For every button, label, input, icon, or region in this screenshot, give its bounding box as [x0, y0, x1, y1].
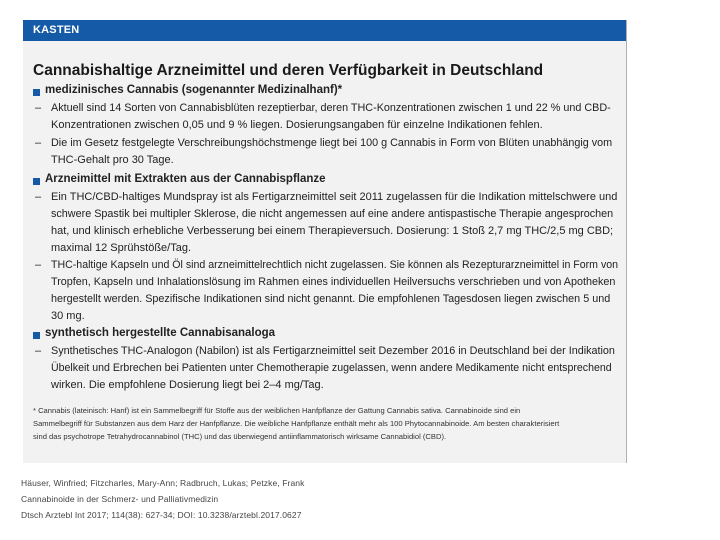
footnote-line: Sammelbegriff für Substanzen aus dem Harz der Hanfpflanze. Die weibliche Hanfpflanze enthält mehr als 100 Phytocannabinoide. Am besten charakterisiert — [33, 419, 560, 428]
box-header-label: KASTEN — [33, 24, 80, 36]
footnote-line: sind das psychotrope Tetrahydrocannabinol (THC) und das überwiegend antiinflammatorisch wirksame Cannabidiol (CBD). — [33, 432, 447, 441]
box-header-band — [23, 20, 626, 41]
text-line: hergestellt werden. Spezifische Indikationen sind nicht genannt. Die empfohlenen Tagesdosen liegen zwischen 5 und — [51, 293, 611, 305]
text-line: wirken. Die empfohlene Dosierung liegt bei 2–4 mg/Tag. — [51, 379, 324, 391]
text-line: 30 mg. — [51, 310, 85, 322]
text-line: hat, und klinisch erhebliche Verbesserung bei einem Therapieversuch. Dosierung: 1 Stoß 2,7 mg THC/2,5 mg CBD; — [51, 225, 614, 237]
info-box — [23, 20, 627, 463]
text-line: Übelkeit und Erbrechen bei Patienten unter Chemotherapie zugelassen, wenn andere Medikamente nicht entsprechend — [51, 362, 612, 374]
text-line: maximal 12 Sprühstöße/Tag. — [51, 242, 192, 254]
text-line: Ein THC/CBD-haltiges Mundspray ist als Fertigarzneimittel seit 2011 zugelassen für die Indikation mittelschwere und — [51, 191, 618, 203]
box-title: Cannabishaltige Arzneimittel und deren Verfügbarkeit in Deutschland — [33, 62, 544, 79]
text-line: Die im Gesetz festgelegte Verschreibungshöchstmenge liegt bei 100 g Cannabis in Form von Blüten unabhängig vom — [51, 137, 613, 149]
text-line: Synthetisches THC-Analogon (Nabilon) ist als Fertigarzneimittel seit Dezember 2016 in Deutschland bei der Indikation — [51, 345, 615, 357]
citation-title: Cannabinoide in der Schmerz- und Palliativmedizin — [21, 494, 219, 504]
footnote-line: * Cannabis (lateinisch: Hanf) ist ein Sammelbegriff für Stoffe aus der weiblichen Hanfpflanze der Gattung Cannabis sativa. Cannabinoide sind ein — [33, 406, 521, 415]
dash-icon: – — [35, 259, 42, 271]
dash-icon: – — [35, 137, 42, 149]
text-line: Konzentrationen zwischen 0,05 und 9 % liegen. Dosierungsangaben für einzelne Indikationen fehlen. — [51, 119, 543, 131]
citation-reference: Dtsch Arztebl Int 2017; 114(38): 627-34; DOI: 10.3238/arztebl.2017.0627 — [21, 510, 302, 520]
text-line: Aktuell sind 14 Sorten von Cannabisblüten rezeptierbar, deren THC-Konzentrationen zwischen 1 und 22 % und CBD- — [51, 102, 611, 114]
bullet-square-icon — [33, 89, 40, 96]
section-heading: synthetisch hergestellte Cannabisanaloga — [45, 327, 276, 339]
text-line: THC-haltige Kapseln und Öl sind arzneimittelrechtlich nicht zugelassen. Sie können als Rezepturarzneimittel in Form von — [51, 259, 619, 271]
section-heading: Arzneimittel mit Extrakten aus der Cannabispflanze — [45, 173, 326, 185]
bullet-square-icon — [33, 178, 40, 185]
section-heading: medizinisches Cannabis (sogenannter Medizinalhanf)* — [45, 84, 343, 96]
dash-icon: – — [35, 102, 42, 114]
text-line: Tropfen, Kapseln und Inhalationslösung im Rahmen eines individuellen Heilversuchs verschrieben und von Apotheken — [51, 276, 616, 288]
citation-authors: Häuser, Winfried; Fitzcharles, Mary-Ann; Radbruch, Lukas; Petzke, Frank — [21, 478, 305, 488]
dash-icon: – — [35, 191, 42, 203]
dash-icon: – — [35, 345, 42, 357]
text-line: THC-Gehalt pro 30 Tage. — [51, 154, 174, 166]
bullet-square-icon — [33, 332, 40, 339]
text-line: schwere Spastik bei multipler Sklerose, die nicht angemessen auf eine andere antispastische Therapie angesprochen — [51, 208, 614, 220]
